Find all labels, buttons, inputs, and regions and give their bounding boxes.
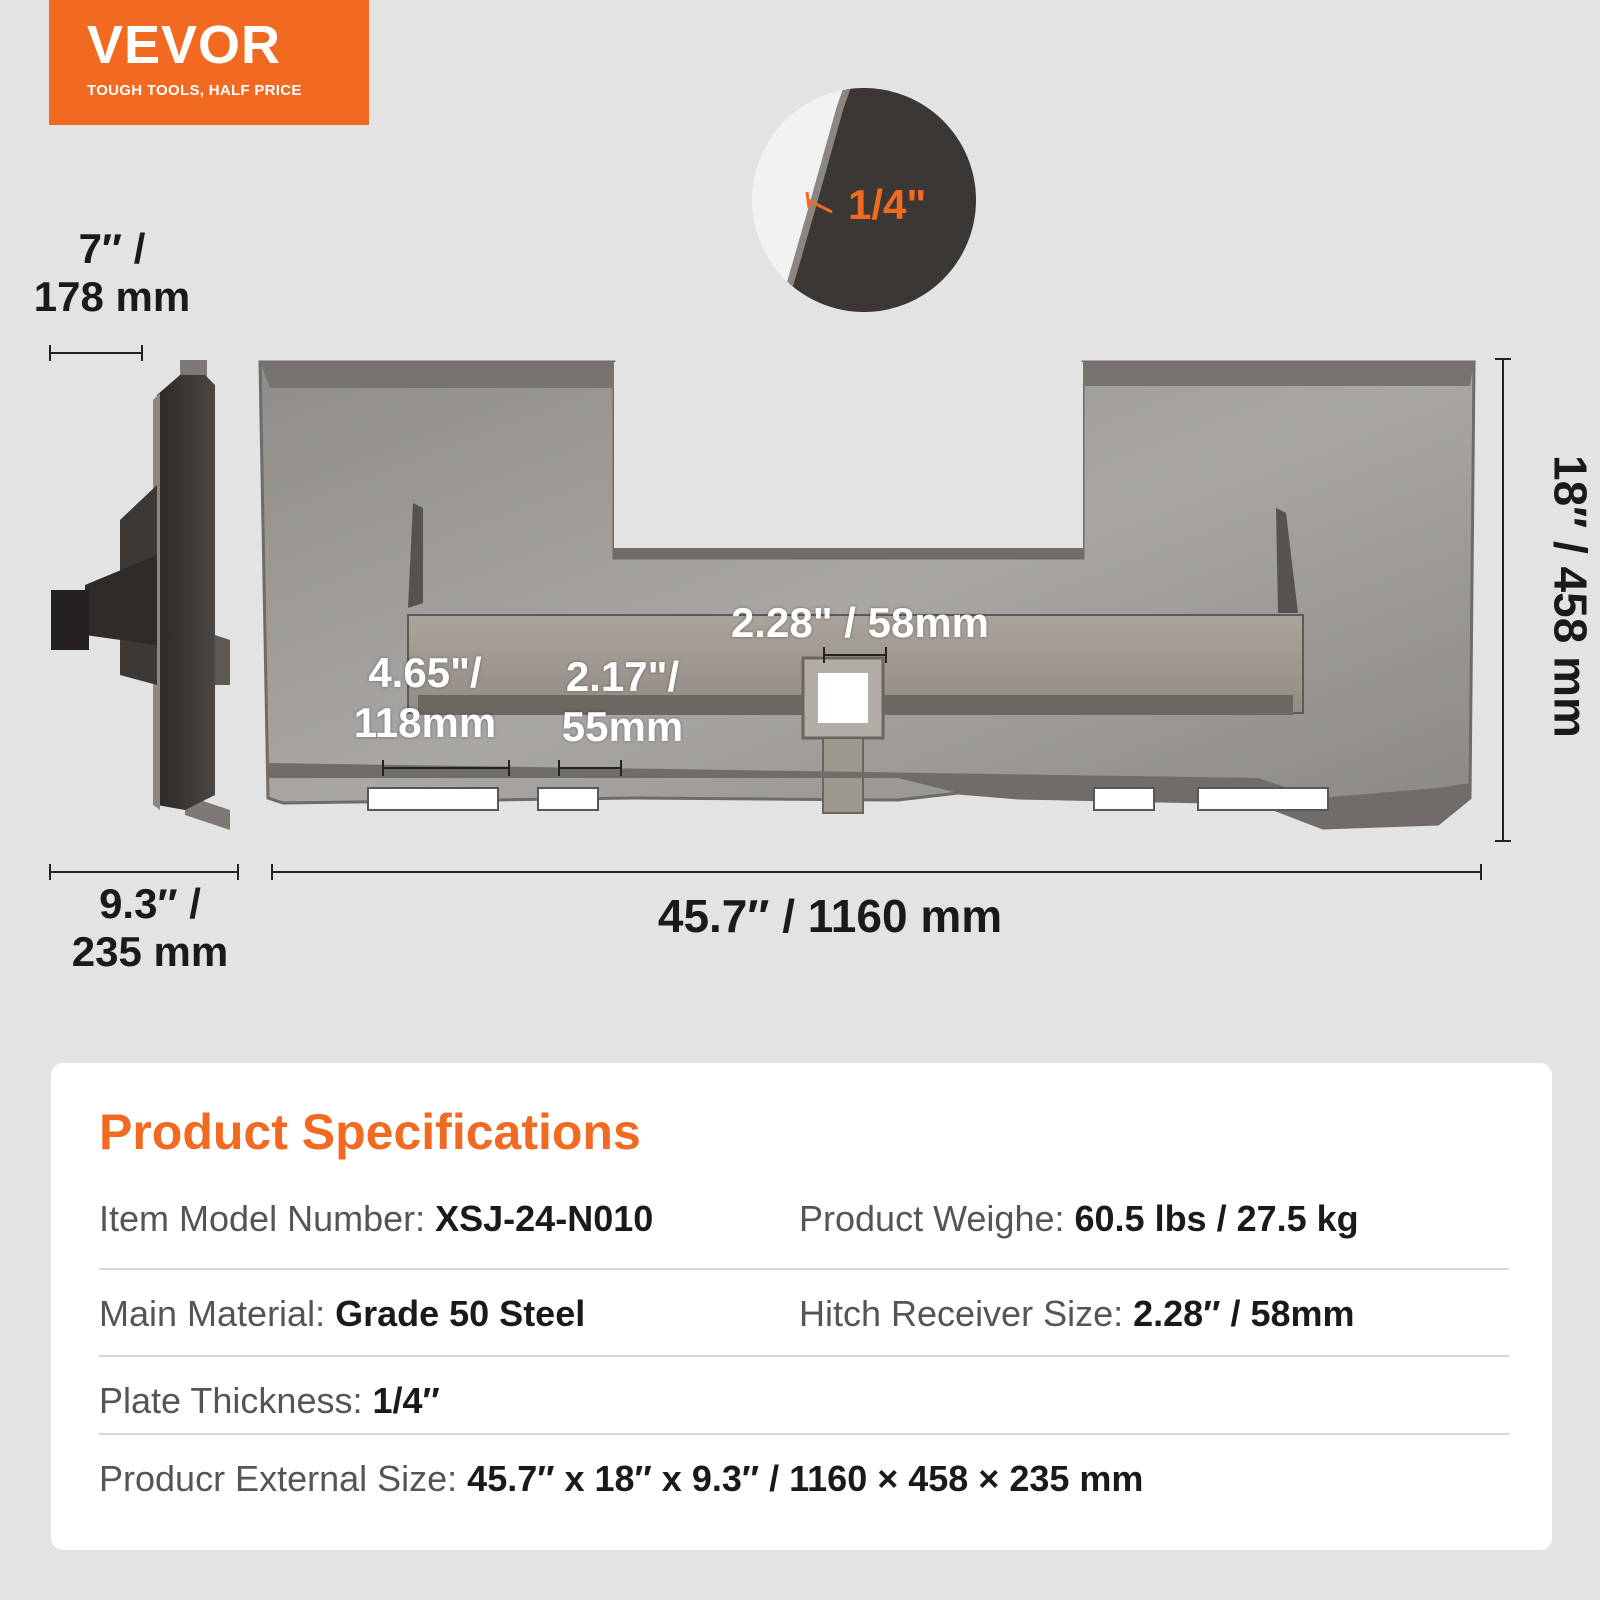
- specifications-title: Product Specifications: [99, 1104, 641, 1160]
- spec-label: Main Material:: [99, 1293, 326, 1334]
- slot-small-line: [558, 767, 622, 769]
- brand-name: VEVOR: [87, 15, 282, 75]
- spec-label: Item Model Number:: [99, 1198, 426, 1239]
- spec-row: [99, 1458, 1509, 1538]
- width-label: 45.7″ / 1160 mm: [657, 890, 1003, 942]
- spec-item-external-size: [99, 1458, 1143, 1500]
- specifications-card: [51, 1063, 1552, 1550]
- side-depth-top-label: 7″ / 178 mm: [33, 225, 191, 321]
- spec-value: 45.7″ x 18″ x 9.3″ / 1160 × 458 × 235 mm: [467, 1458, 1144, 1499]
- spec-label: Producr External Size:: [99, 1458, 458, 1499]
- spec-item-model: [99, 1198, 653, 1240]
- spec-value: Grade 50 Steel: [335, 1293, 586, 1334]
- thickness-label: 1/4": [848, 181, 927, 228]
- side-depth-bottom-label: 9.3″ / 235 mm: [71, 880, 229, 976]
- spec-label: Plate Thickness:: [99, 1380, 363, 1421]
- thickness-zoom-circle: [752, 88, 976, 312]
- side-depth-bottom-line: [49, 871, 239, 873]
- brand-logo: [49, 0, 369, 125]
- slot-small-label: 2.17"/ 55mm: [561, 653, 684, 751]
- spec-item-material: [99, 1293, 585, 1335]
- spec-divider: [99, 1433, 1509, 1435]
- slot-large-line: [382, 767, 510, 769]
- slot-large-label: 4.65"/ 118mm: [353, 649, 497, 747]
- spec-value: XSJ-24-N010: [435, 1198, 654, 1239]
- side-depth-top-line: [49, 352, 143, 354]
- spec-row: [99, 1380, 1509, 1460]
- spec-value: 60.5 lbs / 27.5 kg: [1074, 1198, 1359, 1239]
- spec-row: [99, 1198, 1509, 1278]
- spec-value: 1/4″: [372, 1380, 440, 1421]
- height-line: [1502, 358, 1504, 842]
- spec-label: Hitch Receiver Size:: [799, 1293, 1124, 1334]
- spec-item-weight: [799, 1198, 1359, 1240]
- spec-item-thickness: [99, 1380, 440, 1422]
- spec-row: [99, 1293, 1509, 1373]
- side-view-plate: [45, 355, 245, 835]
- hitch-receiver-label: 2.28" / 58mm: [730, 599, 990, 646]
- spec-item-hitch: [799, 1293, 1355, 1335]
- brand-tagline: TOUGH TOOLS, HALF PRICE: [87, 82, 302, 99]
- height-label: 18″ / 458 mm: [1544, 455, 1597, 738]
- width-line: [271, 871, 1482, 873]
- spec-label: Product Weighe:: [799, 1198, 1065, 1239]
- spec-divider: [99, 1268, 1509, 1270]
- spec-value: 2.28″ / 58mm: [1133, 1293, 1355, 1334]
- hitch-receiver-line: [823, 654, 887, 656]
- spec-divider: [99, 1355, 1509, 1357]
